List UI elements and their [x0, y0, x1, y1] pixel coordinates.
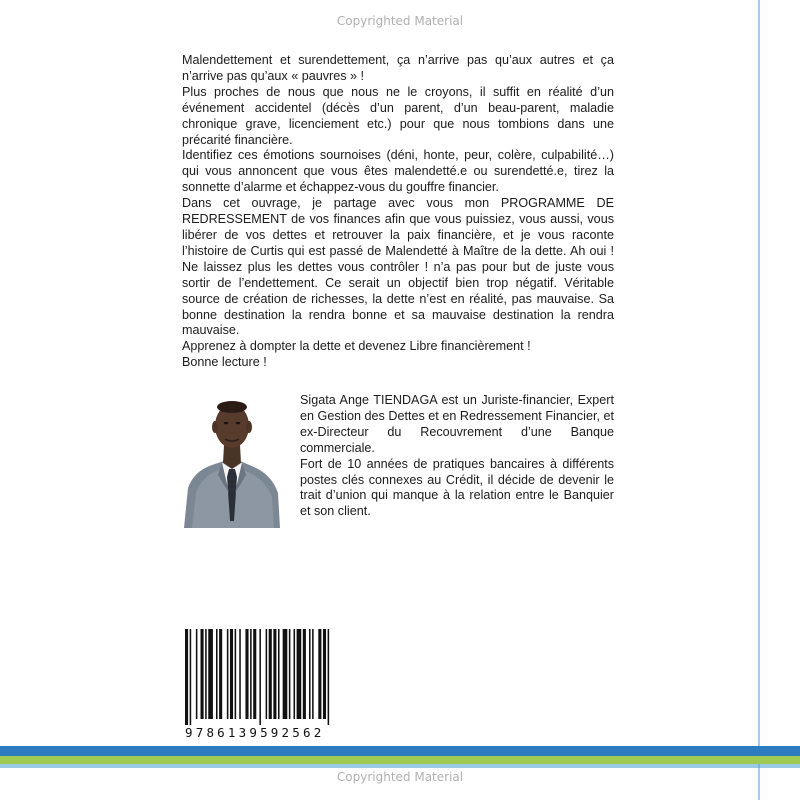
copyright-watermark-top: Copyrighted Material [336, 14, 464, 28]
barcode-bar [205, 629, 207, 719]
author-photo [182, 393, 282, 528]
blurb-paragraph: Bonne lecture ! [182, 355, 267, 370]
barcode-bars [183, 629, 378, 725]
barcode-bar [250, 629, 252, 719]
barcode-bar [266, 629, 268, 719]
barcode-bar [201, 629, 204, 719]
blurb-paragraph: Plus proches de nous que nous ne le croyons, il suffit en réalité d’un événement accidentel (décès d’un parent, d’un beau-parent, maladie chronique grave, licenciement etc.) pour que nous tombions dans une précarité financière. [182, 84, 614, 147]
barcode-bar [303, 629, 306, 719]
barcode-bar [253, 629, 256, 719]
barcode-bar [196, 629, 198, 719]
blurb-paragraph: Dans cet ouvrage, je partage avec vous mon PROGRAMME DE REDRESSEMENT de vos finances afin que vous puissiez, vous aussi, vous libérer de vos dettes et retrouver la paix financière, et je vous raconte l’histoire de Curtis qui est passé de Malendetté à Maître de la dette. Ah oui ! Ne laissez plus les dettes vous contrôler ! n’a pas pour but de juste vous sortir de l’endettement. Ce serait un objectif bien trop négatif. Véritable source de création de richesses, la dette n’est en réalité, pas mauvaise. Sa bonne destination la rendra bonne et sa mauvaise destination la rendra mauvaise. [182, 196, 614, 338]
blurb-paragraph: Malendettement et surendettement, ça n’arrive pas qu’aux autres et ça n’arrive pas qu’aux « pauvres » ! [182, 53, 614, 83]
barcode-bar [245, 629, 248, 719]
isbn-digits: 9786139592562 [185, 725, 325, 740]
barcode-bar [309, 629, 311, 719]
barcode-bar [323, 629, 326, 719]
isbn-barcode [183, 629, 378, 740]
barcode-bar [328, 629, 330, 725]
barcode-bar [185, 629, 188, 725]
barcode-bar [216, 629, 218, 719]
barcode-bar [278, 629, 280, 719]
barcode-bar [273, 629, 276, 719]
barcode-bar [208, 629, 213, 719]
blurb-paragraph: Identifiez ces émotions sournoises (déni, honte, peur, colère, culpabilité…) qui vous annoncent que vous êtes malendetté.e ou surendetté.e, tirez la sonnette d’alarme et échappez-vous du gouffre financier. [182, 148, 614, 195]
barcode-bar [227, 629, 229, 719]
bio-paragraph: Fort de 10 années de pratiques bancaires à différents postes clés connexes au Crédit, il décide de devenir le trait d’union qui manque à la relation entre le Banquier et son client. [300, 456, 614, 519]
back-cover-blurb [182, 53, 614, 371]
barcode-bar [318, 629, 321, 719]
barcode-bar [239, 629, 241, 719]
bio-paragraph: Sigata Ange TIENDAGA est un Juriste-financier, Expert en Gestion des Dettes et en Redressement Financier, et ex-Directeur du Recouvrement d’une Banque commerciale. [300, 393, 614, 455]
barcode-bar [297, 629, 302, 719]
barcode-bar [312, 629, 314, 719]
blurb-paragraph: Apprenez à dompter la dette et devenez Libre financièrement ! [182, 339, 531, 354]
footer-band-blue [0, 746, 800, 756]
footer-band-green [0, 756, 800, 764]
barcode-bar [269, 629, 272, 719]
barcode-bar [294, 629, 296, 719]
footer-band-light [0, 764, 800, 768]
author-portrait-image [182, 393, 282, 528]
cover-edge-line [758, 0, 760, 800]
barcode-bar [230, 629, 233, 719]
barcode-bar [219, 629, 222, 719]
barcode-bar [259, 629, 261, 725]
author-bio [300, 393, 614, 520]
barcode-bar [283, 629, 288, 719]
barcode-bar [235, 629, 237, 719]
copyright-watermark-bottom: Copyrighted Material [336, 770, 464, 784]
barcode-bar [190, 629, 192, 725]
barcode-bar [289, 629, 291, 719]
